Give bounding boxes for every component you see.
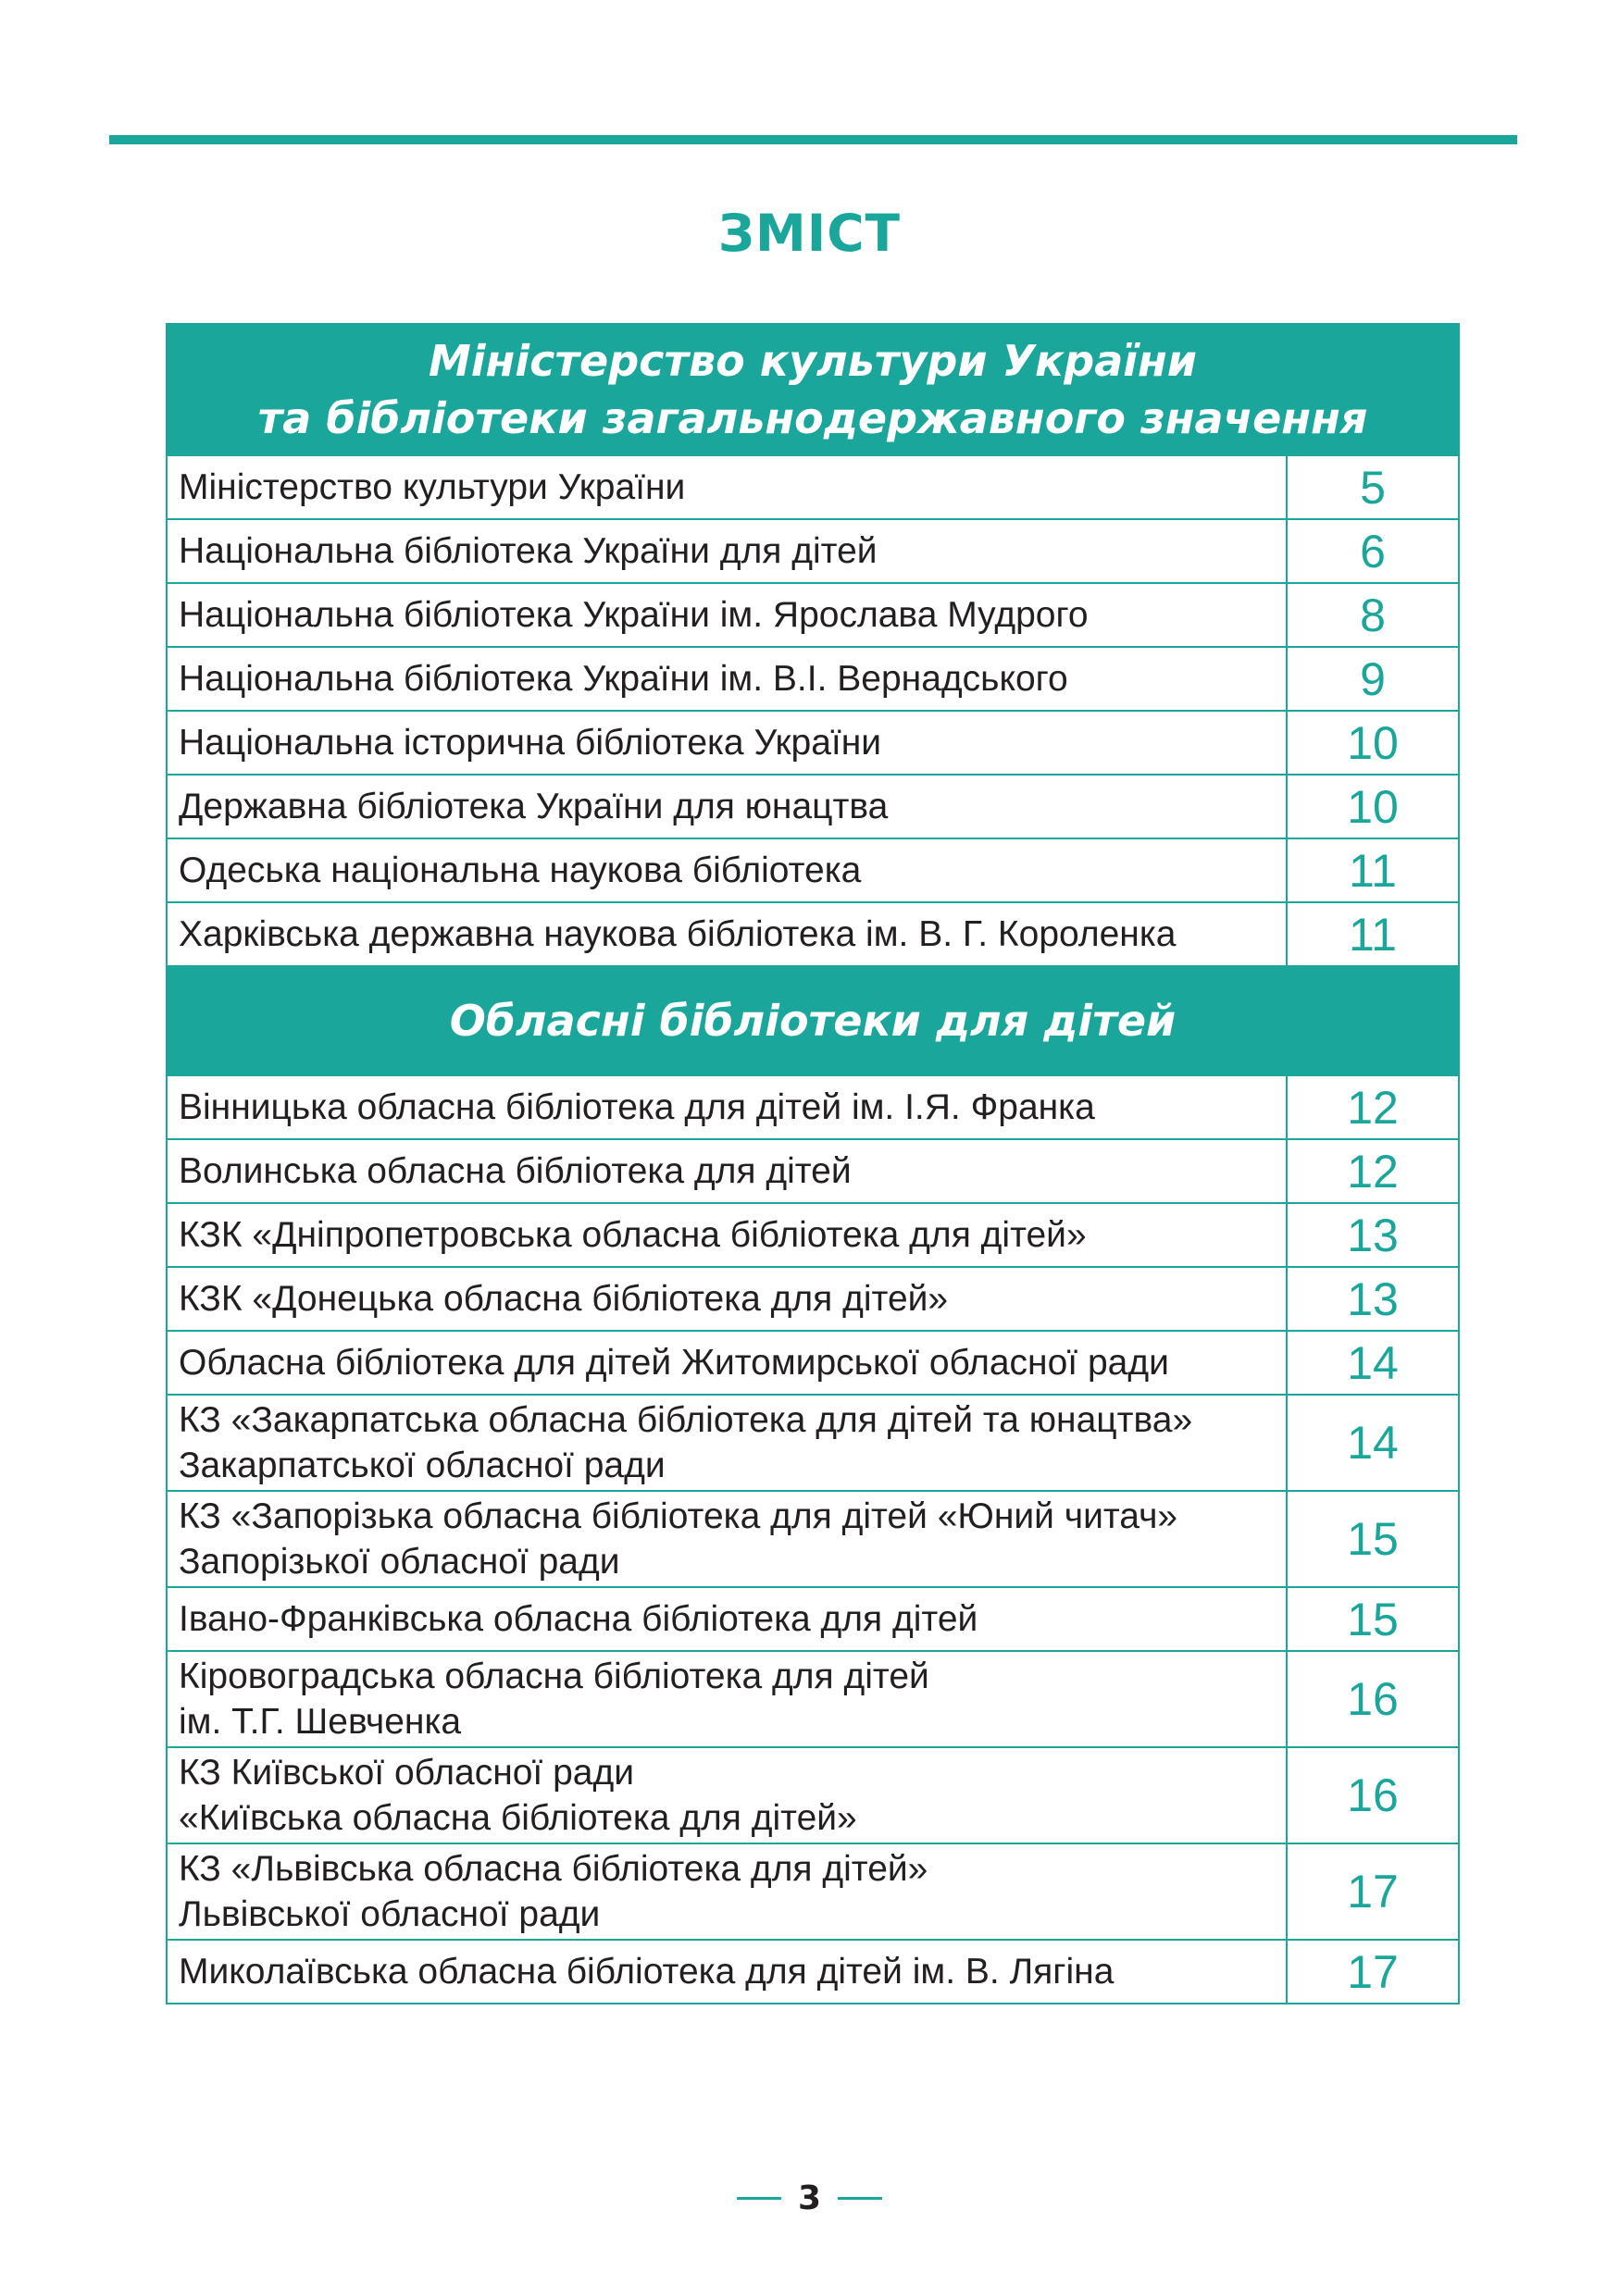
entry-page: 5 <box>1287 455 1459 519</box>
toc-row[interactable] <box>167 647 1459 711</box>
entry-title-line: Запорізької обласної ради <box>179 1542 620 1582</box>
entry-title-line: Закарпатської обласної ради <box>179 1446 666 1485</box>
entry-page: 17 <box>1287 1940 1459 2004</box>
entry-page: 12 <box>1287 1139 1459 1203</box>
page-title: ЗМІСТ <box>717 204 902 263</box>
entry-title: Миколаївська обласна бібліотека для дітей ім. В. Лягіна <box>167 1940 1287 2004</box>
footer-dash-right <box>838 2197 882 2200</box>
entry-title-line: КЗ Київської обласної ради <box>179 1753 635 1793</box>
entry-page: 6 <box>1287 519 1459 583</box>
toc-row[interactable] <box>167 1491 1459 1587</box>
entry-title-line: «Київська обласна бібліотека для дітей» <box>179 1798 857 1838</box>
toc-row[interactable] <box>167 583 1459 647</box>
entry-page: 13 <box>1287 1267 1459 1331</box>
toc-row[interactable] <box>167 902 1459 966</box>
toc-row[interactable] <box>167 1075 1459 1139</box>
toc-row[interactable] <box>167 1139 1459 1203</box>
section-header <box>167 966 1459 1075</box>
entry-title <box>167 1747 1287 1843</box>
toc-row[interactable] <box>167 1331 1459 1395</box>
entry-title: Державна бібліотека України для юнацтва <box>167 775 1287 838</box>
entry-title: Івано-Франківська обласна бібліотека для дітей <box>167 1587 1287 1651</box>
toc-row[interactable] <box>167 1747 1459 1843</box>
toc-row[interactable] <box>167 1843 1459 1940</box>
table-of-contents <box>166 323 1460 2004</box>
entry-title-line: ім. Т.Г. Шевченка <box>179 1702 462 1742</box>
entry-page: 12 <box>1287 1075 1459 1139</box>
entry-page: 10 <box>1287 775 1459 838</box>
entry-page: 14 <box>1287 1395 1459 1491</box>
entry-title: Національна бібліотека України ім. Ярослава Мудрого <box>167 583 1287 647</box>
entry-title <box>167 1843 1287 1940</box>
toc-row[interactable] <box>167 1651 1459 1747</box>
entry-title-line: КЗ «Запорізька обласна бібліотека для дітей «Юний читач» <box>179 1496 1178 1536</box>
toc-row[interactable] <box>167 1267 1459 1331</box>
entry-title: Обласна бібліотека для дітей Житомирської обласної ради <box>167 1331 1287 1395</box>
entry-title-line: Кіровоградська обласна бібліотека для дітей <box>179 1657 929 1696</box>
entry-title-line: Львівської обласної ради <box>179 1894 601 1934</box>
toc-row[interactable] <box>167 455 1459 519</box>
entry-title <box>167 1651 1287 1747</box>
entry-title <box>167 1395 1287 1491</box>
section-heading-line: Міністерство культури України <box>428 336 1198 386</box>
entry-title: Національна історична бібліотека України <box>167 711 1287 775</box>
section-header <box>167 324 1459 455</box>
toc-row[interactable] <box>167 1203 1459 1267</box>
section-heading-line: та бібліотеки загальнодержавного значення <box>257 393 1368 443</box>
entry-title: Національна бібліотека України ім. В.І. Вернадського <box>167 647 1287 711</box>
entry-page: 11 <box>1287 902 1459 966</box>
entry-title: Одеська національна наукова бібліотека <box>167 838 1287 902</box>
entry-title-line: КЗ «Львівська обласна бібліотека для дітей» <box>179 1849 928 1889</box>
toc-row[interactable] <box>167 1395 1459 1491</box>
entry-title: Харківська державна наукова бібліотека ім. В. Г. Короленка <box>167 902 1287 966</box>
entry-page: 15 <box>1287 1587 1459 1651</box>
entry-page: 8 <box>1287 583 1459 647</box>
entry-title: Волинська обласна бібліотека для дітей <box>167 1139 1287 1203</box>
toc-row[interactable] <box>167 775 1459 838</box>
entry-title: Національна бібліотека України для дітей <box>167 519 1287 583</box>
page-number-footer <box>0 2179 1619 2217</box>
entry-page: 11 <box>1287 838 1459 902</box>
top-rule <box>109 135 1517 144</box>
entry-page: 10 <box>1287 711 1459 775</box>
section-heading-line: Обласні бібліотеки для дітей <box>449 996 1177 1046</box>
entry-title: Вінницька обласна бібліотека для дітей ім. І.Я. Франка <box>167 1075 1287 1139</box>
entry-page: 16 <box>1287 1747 1459 1843</box>
toc-row[interactable] <box>167 838 1459 902</box>
toc-row[interactable] <box>167 1587 1459 1651</box>
toc-row[interactable] <box>167 519 1459 583</box>
entry-title: КЗК «Донецька обласна бібліотека для дітей» <box>167 1267 1287 1331</box>
entry-page: 13 <box>1287 1203 1459 1267</box>
entry-page: 15 <box>1287 1491 1459 1587</box>
entry-page: 14 <box>1287 1331 1459 1395</box>
toc-row[interactable] <box>167 1940 1459 2004</box>
entry-title-line: КЗ «Закарпатська обласна бібліотека для дітей та юнацтва» <box>179 1400 1193 1440</box>
entry-page: 9 <box>1287 647 1459 711</box>
entry-page: 17 <box>1287 1843 1459 1940</box>
entry-title: КЗК «Дніпропетровська обласна бібліотека для дітей» <box>167 1203 1287 1267</box>
entry-title: Міністерство культури України <box>167 455 1287 519</box>
entry-title <box>167 1491 1287 1587</box>
entry-page: 16 <box>1287 1651 1459 1747</box>
toc-row[interactable] <box>167 711 1459 775</box>
page-number: 3 <box>797 2179 822 2217</box>
footer-dash-left <box>737 2197 781 2200</box>
